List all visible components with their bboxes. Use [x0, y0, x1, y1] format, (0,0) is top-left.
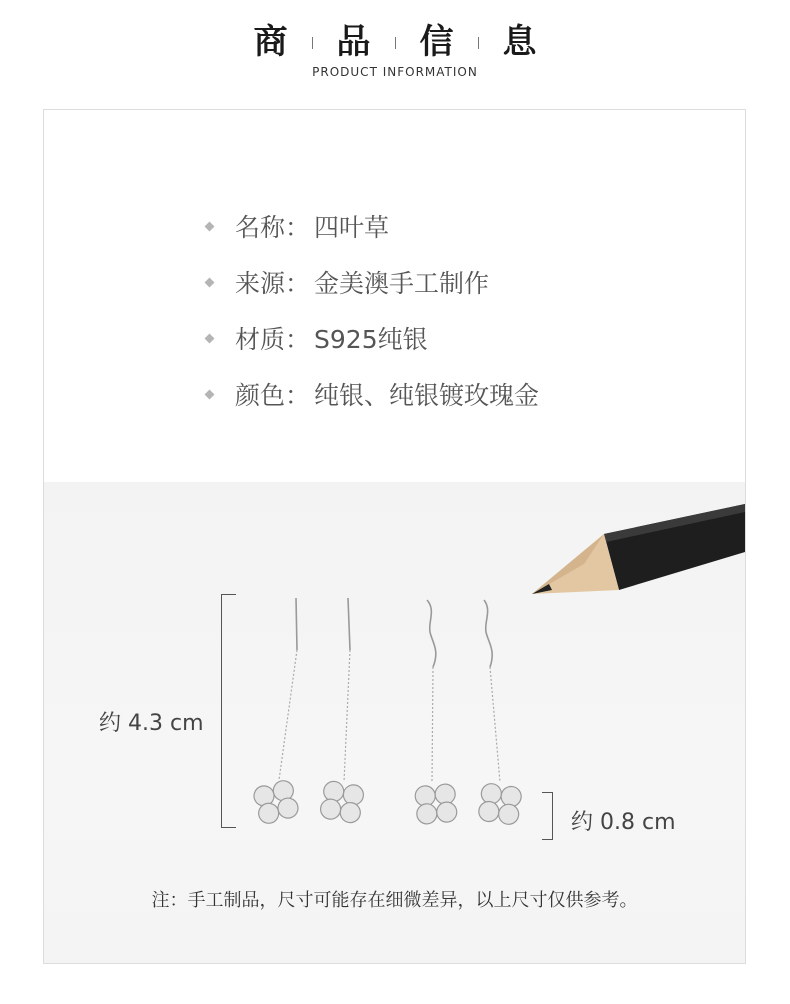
earring-wavy-right [478, 600, 523, 826]
product-photo [44, 482, 745, 963]
section-subtitle: PRODUCT INFORMATION [312, 65, 478, 79]
diamond-bullet-icon [205, 333, 215, 343]
section-title [0, 14, 790, 63]
info-value: 金美澳手工制作 [314, 269, 490, 298]
section-header [0, 0, 790, 110]
info-row-name [204, 198, 539, 254]
length-label: 约 4.3 cm [99, 711, 204, 736]
info-list [204, 198, 539, 422]
length-bracket [221, 594, 236, 828]
info-row-material [204, 310, 539, 366]
title-char: 信 [419, 22, 454, 62]
info-value: S925纯银 [314, 325, 428, 354]
diamond-bullet-icon [205, 389, 215, 399]
diamond-bullet-icon [205, 221, 215, 231]
title-divider [478, 37, 479, 49]
title-char: 息 [502, 22, 537, 62]
pendant-size-label: 约 0.8 cm [571, 810, 676, 835]
info-value: 四叶草 [314, 213, 390, 242]
size-disclaimer: 注：手工制品，尺寸可能存在细微差异，以上尺寸仅供参考。 [151, 890, 638, 911]
title-divider [312, 37, 313, 49]
info-label: 来源： [235, 269, 311, 298]
earring-straight-right [319, 598, 365, 824]
info-row-color [204, 366, 539, 422]
info-label: 名称： [235, 213, 311, 242]
info-label: 材质： [235, 325, 311, 354]
title-divider [395, 37, 396, 49]
pendant-bracket [542, 792, 553, 840]
info-label: 颜色： [235, 381, 311, 410]
earring-straight-left [252, 598, 300, 826]
title-char: 商 [253, 22, 288, 62]
diamond-bullet-icon [205, 277, 215, 287]
title-char: 品 [336, 22, 371, 62]
info-panel [43, 109, 746, 964]
pencil-icon [532, 504, 745, 594]
info-value: 纯银、纯银镀玫瑰金 [314, 381, 540, 410]
info-row-source [204, 254, 539, 310]
earring-wavy-left [414, 600, 457, 825]
